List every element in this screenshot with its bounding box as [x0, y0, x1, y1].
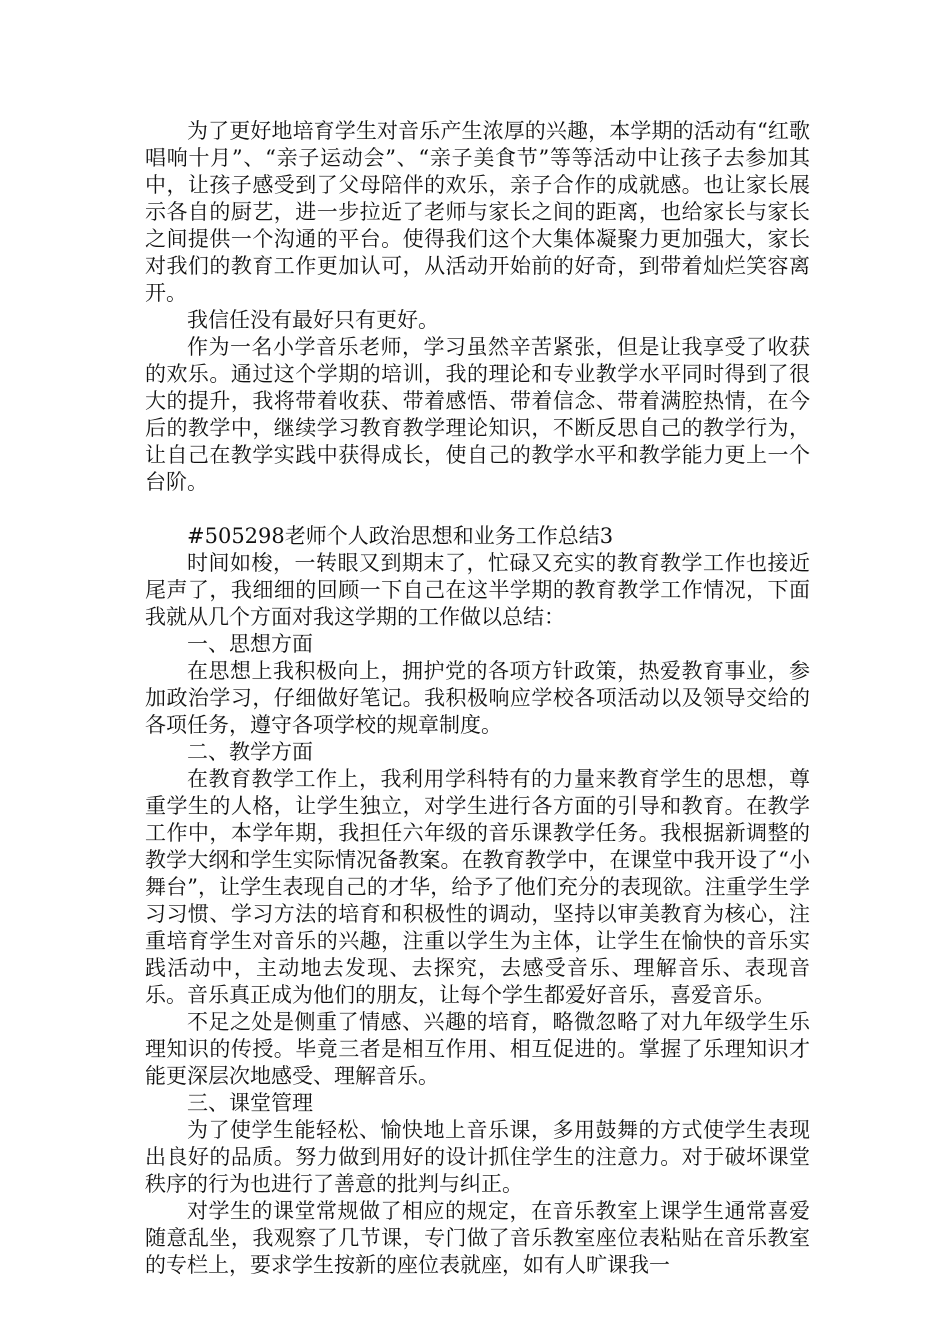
paragraph-activities: 为了更好地培育学生对音乐产生浓厚的兴趣，本学期的活动有“红歌唱响十月”、“亲子运动会”、“亲子美食节”等等活动中让孩子去参加其中，让孩子感受到了父母陪伴的欢乐，亲子合作的成就感。也让家长展示各自的厨艺，进一步拉近了老师与家长之间的距离，也给家长与家长之间提供一个沟通的平台。使得我们这个大集体凝聚力更加强大，家长对我们的教育工作更加认可，从活动开始前的好奇，到带着灿烂笑容离开。 — [145, 119, 810, 305]
paragraph-classroom-1: 为了使学生能轻松、愉快地上音乐课，多用鼓舞的方式使学生表现出良好的品质。努力做到用好的设计抓住学生的注意力。对于破坏课堂秩序的行为也进行了善意的批判与纠正。 — [145, 1118, 810, 1196]
paragraph-teaching: 在教育教学工作上，我利用学科特有的力量来教育学生的思想，尊重学生的人格，让学生独立，对学生进行各方面的引导和教育。在教学工作中，本学年期，我担任六年级的音乐课教学任务。我根据新调整的教学大纲和学生实际情况备教案。在教育教学中，在课堂中我开设了“小舞台”，让学生表现自己的才华，给予了他们充分的表现欲。注重学生学习习惯、学习方法的培育和积极性的调动，坚持以审美教育为核心，注重培育学生对音乐的兴趣，注重以学生为主体，让学生在愉快的音乐实践活动中，主动地去发现、去探究，去感受音乐、理解音乐、表现音乐。音乐真正成为他们的朋友，让每个学生都爱好音乐，喜爱音乐。 — [145, 767, 810, 1007]
paragraph-intro: 时间如梭，一转眼又到期末了，忙碌又充实的教育教学工作也接近尾声了，我细细的回顾一下自己在这半学期的教育教学工作情况，下面我就从几个方面对我这学期的工作做以总结： — [145, 551, 810, 629]
heading-teaching: 二、教学方面 — [187, 740, 313, 764]
paragraph-reflection: 作为一名小学音乐老师，学习虽然辛苦紧张，但是让我享受了收获的欢乐。通过这个学期的培训，我的理论和专业教学水平同时得到了很大的提升，我将带着收获、带着感悟、带着信念、带着满腔热情，在今后的教学中，继续学习教育教学理论知识，不断反思自己的教学行为，让自己在教学实践中获得成长，使自己的教学水平和教学能力更上一个台阶。 — [145, 335, 810, 494]
paragraph-belief: 我信任没有最好只有更好。 — [187, 308, 439, 332]
paragraph-shortcomings: 不足之处是侧重了情感、兴趣的培育，略微忽略了对九年级学生乐理知识的传授。毕竟三者是相互作用、相互促进的。掌握了乐理知识才能更深层次地感受、理解音乐。 — [145, 1010, 810, 1088]
section-title: #505298老师个人政治思想和业务工作总结3 — [187, 524, 614, 548]
heading-classroom: 三、课堂管理 — [187, 1091, 313, 1115]
heading-ideology: 一、思想方面 — [187, 632, 313, 656]
section-gap — [145, 496, 810, 523]
paragraph-classroom-2: 对学生的课堂常规做了相应的规定，在音乐教室上课学生通常喜爱随意乱坐，我观察了几节课，专门做了音乐教室座位表粘贴在音乐教室的专栏上，要求学生按新的座位表就座，如有人旷课我一 — [145, 1199, 810, 1277]
document-page — [145, 118, 810, 1279]
paragraph-ideology: 在思想上我积极向上，拥护党的各项方针政策，热爱教育事业，参加政治学习，仔细做好笔记。我积极响应学校各项活动以及领导交给的各项任务，遵守各项学校的规章制度。 — [145, 659, 810, 737]
